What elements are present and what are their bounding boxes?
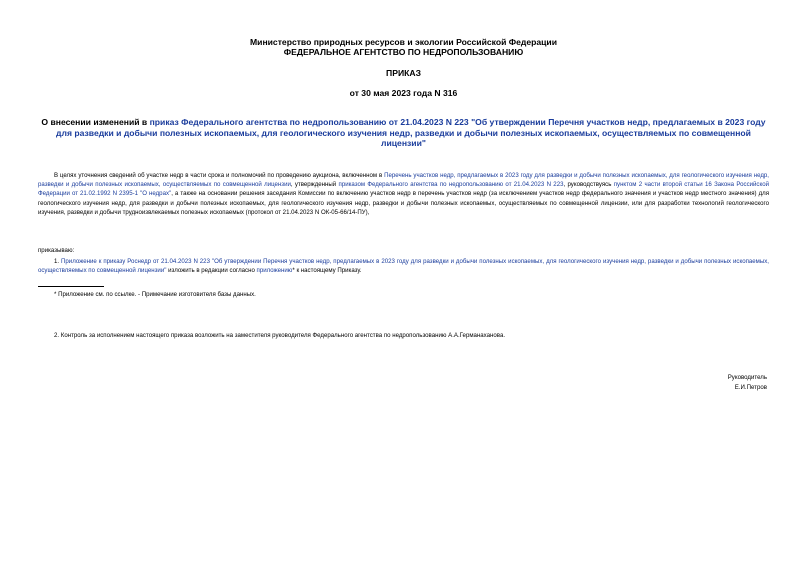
- preamble-paragraph: [38, 171, 769, 217]
- document-date-number: от 30 мая 2023 года N 316: [349, 88, 458, 98]
- item-1-paragraph: [38, 257, 769, 275]
- agency-name: ФЕДЕРАЛЬНОЕ АГЕНТСТВО ПО НЕДРОПОЛЬЗОВАНИЮ: [283, 47, 524, 57]
- preamble-text-1: В целях уточнения сведений об участке недр в части срока и полномочий по проведению аукциона, включенном в: [54, 172, 385, 179]
- document-type: ПРИКАЗ: [386, 68, 421, 78]
- item-1-text-1: изложить в редакции согласно: [166, 267, 257, 275]
- title-order-link[interactable]: приказ Федерального агентства по недропользованию от 21.04.2023 N 223 "Об утверждении Перечня участков недр, предлагаемых в 2023 году для разведки и добычи полезных ископаемых, для геологического изучения недр, разведки и добычи полезных ископаемых, осуществляемых по совмещенной лицензии": [56, 117, 766, 148]
- ministry-name: Министерство природных ресурсов и экологии Российской Федерации: [250, 37, 557, 47]
- signatory-name: Е.И.Петров: [734, 384, 767, 391]
- item-1-appendix-link[interactable]: Приложение к приказу Роснедр от 21.04.2023 N 223 "Об утверждении Перечня участков недр, предлагаемых в 2023 году для разведки и добычи полезных ископаемых, для геологического изучения недр, разведки и добычи полезных ископаемых, осуществляемых по совмещенной лицензии": [38, 258, 769, 275]
- footnote: * Приложение см. по ссылке. - Примечание изготовителя базы данных.: [54, 291, 256, 298]
- item-2-paragraph: 2. Контроль за исполнением настоящего приказа возложить на заместителя руководителя Федерального агентства по недропользованию А.А.Германаханова.: [54, 332, 506, 339]
- signatory-position: Руководитель: [727, 374, 767, 381]
- preamble-text-4: , а также на основании решения заседания Комиссии по включению участков недр в перечень участков недр (за исключением участков недр федерального значения и участков недр местного значения) для геологического изучения недр, для разведки и добычи полезных ископаемых, для геологического изучения недр, разведки и добычи полезных ископаемых, осуществляемых по совмещенной лицензии, или для разработки технологий геологического изучения, разведки и добычи трудноизвлекаемых полезных ископаемых (протокол от 21.04.2023 N ОК-05-66/14-ПУ),: [38, 190, 769, 216]
- item-1-annex-link[interactable]: приложению: [256, 267, 293, 275]
- item-1-text-2: * к настоящему Приказу.: [292, 267, 362, 275]
- preamble-text-3: , руководствуясь: [563, 181, 614, 189]
- preamble-text-2: , утвержденный: [290, 181, 339, 189]
- order-word: приказываю:: [38, 247, 75, 254]
- title-prefix: О внесении изменений в: [41, 117, 150, 127]
- footnote-divider: [38, 286, 104, 287]
- item-1-number: 1.: [54, 258, 62, 265]
- preamble-list-link[interactable]: Перечень участков недр, предлагаемых в 2023 году для разведки и добычи полезных ископаемых, для геологического изучения недр, разведки и добычи полезных ископаемых, осуществляемых по совмещенной лицензии: [38, 172, 769, 189]
- document-title: [38, 117, 769, 149]
- preamble-law-link[interactable]: пунктом 2 части второй статьи 16 Закона Российской Федерации от 21.02.1992 N 2395-1 "О недрах": [38, 181, 769, 198]
- preamble-order-link[interactable]: приказом Федерального агентства по недропользованию от 21.04.2023 N 223: [338, 181, 564, 189]
